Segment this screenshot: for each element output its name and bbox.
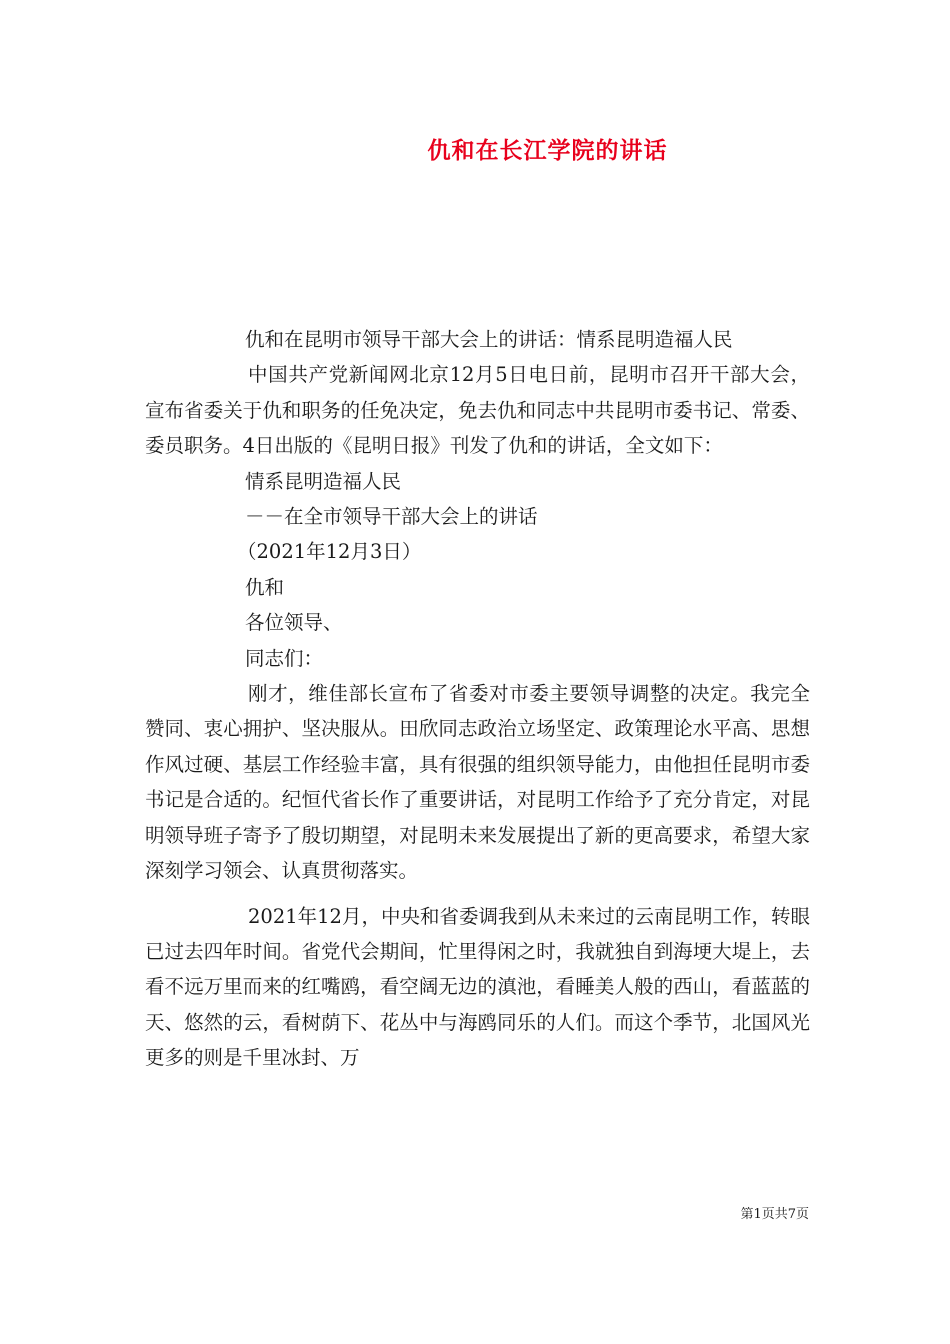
speech-title: 情系昆明造福人民 (245, 469, 402, 493)
salutation-line-2: 同志们： (245, 646, 324, 670)
intro-paragraph: 中国共产党新闻网北京12月5日电日前，昆明市召开干部大会，宣布省委关于仇和职务的任免决定，免去仇和同志中共昆明市委书记、常委、委员职务。4日出版的《昆明日报》刊发了仇和的讲话，全文如下： (145, 363, 810, 458)
speaker-name: 仇和 (245, 575, 285, 599)
body-paragraph-2: 2021年12月，中央和省委调我到从未来过的云南昆明工作，转眼已过去四年时间。省党代会期间，忙里得闲之时，我就独自到海埂大堤上，去看不远万里而来的红嘴鸥，看空阔无边的滇池，看睡美人般的西山，看蓝蓝的天、悠然的云，看树荫下、花丛中与海鸥同乐的人们。而这个季节，北国风光更多的则是千里冰封、万 (145, 904, 810, 1070)
page-number-footer: 第1页共7页 (740, 1207, 809, 1222)
body-paragraph-1: 刚才，维佳部长宣布了省委对市委主要领导调整的决定。我完全赞同、衷心拥护、坚决服从。田欣同志政治立场坚定、政策理论水平高、思想作风过硬、基层工作经验丰富，具有很强的组织领导能力，由他担任昆明市委书记是合适的。纪恒代省长作了重要讲话，对昆明工作给予了充分肯定，对昆明领导班子寄予了殷切期望，对昆明未来发展提出了新的更高要求，希望大家深刻学习领会、认真贯彻落实。 (145, 682, 810, 883)
salutation-line-1: 各位领导、 (245, 611, 343, 635)
article-subtitle: 仇和在昆明市领导干部大会上的讲话：情系昆明造福人民 (245, 328, 733, 351)
speech-date: （2021年12月3日） (237, 540, 422, 564)
speech-subtitle: －－在全市领导干部大会上的讲话 (245, 505, 538, 529)
document-title: 仇和在长江学院的讲话 (427, 137, 668, 164)
document-body (145, 322, 810, 1076)
